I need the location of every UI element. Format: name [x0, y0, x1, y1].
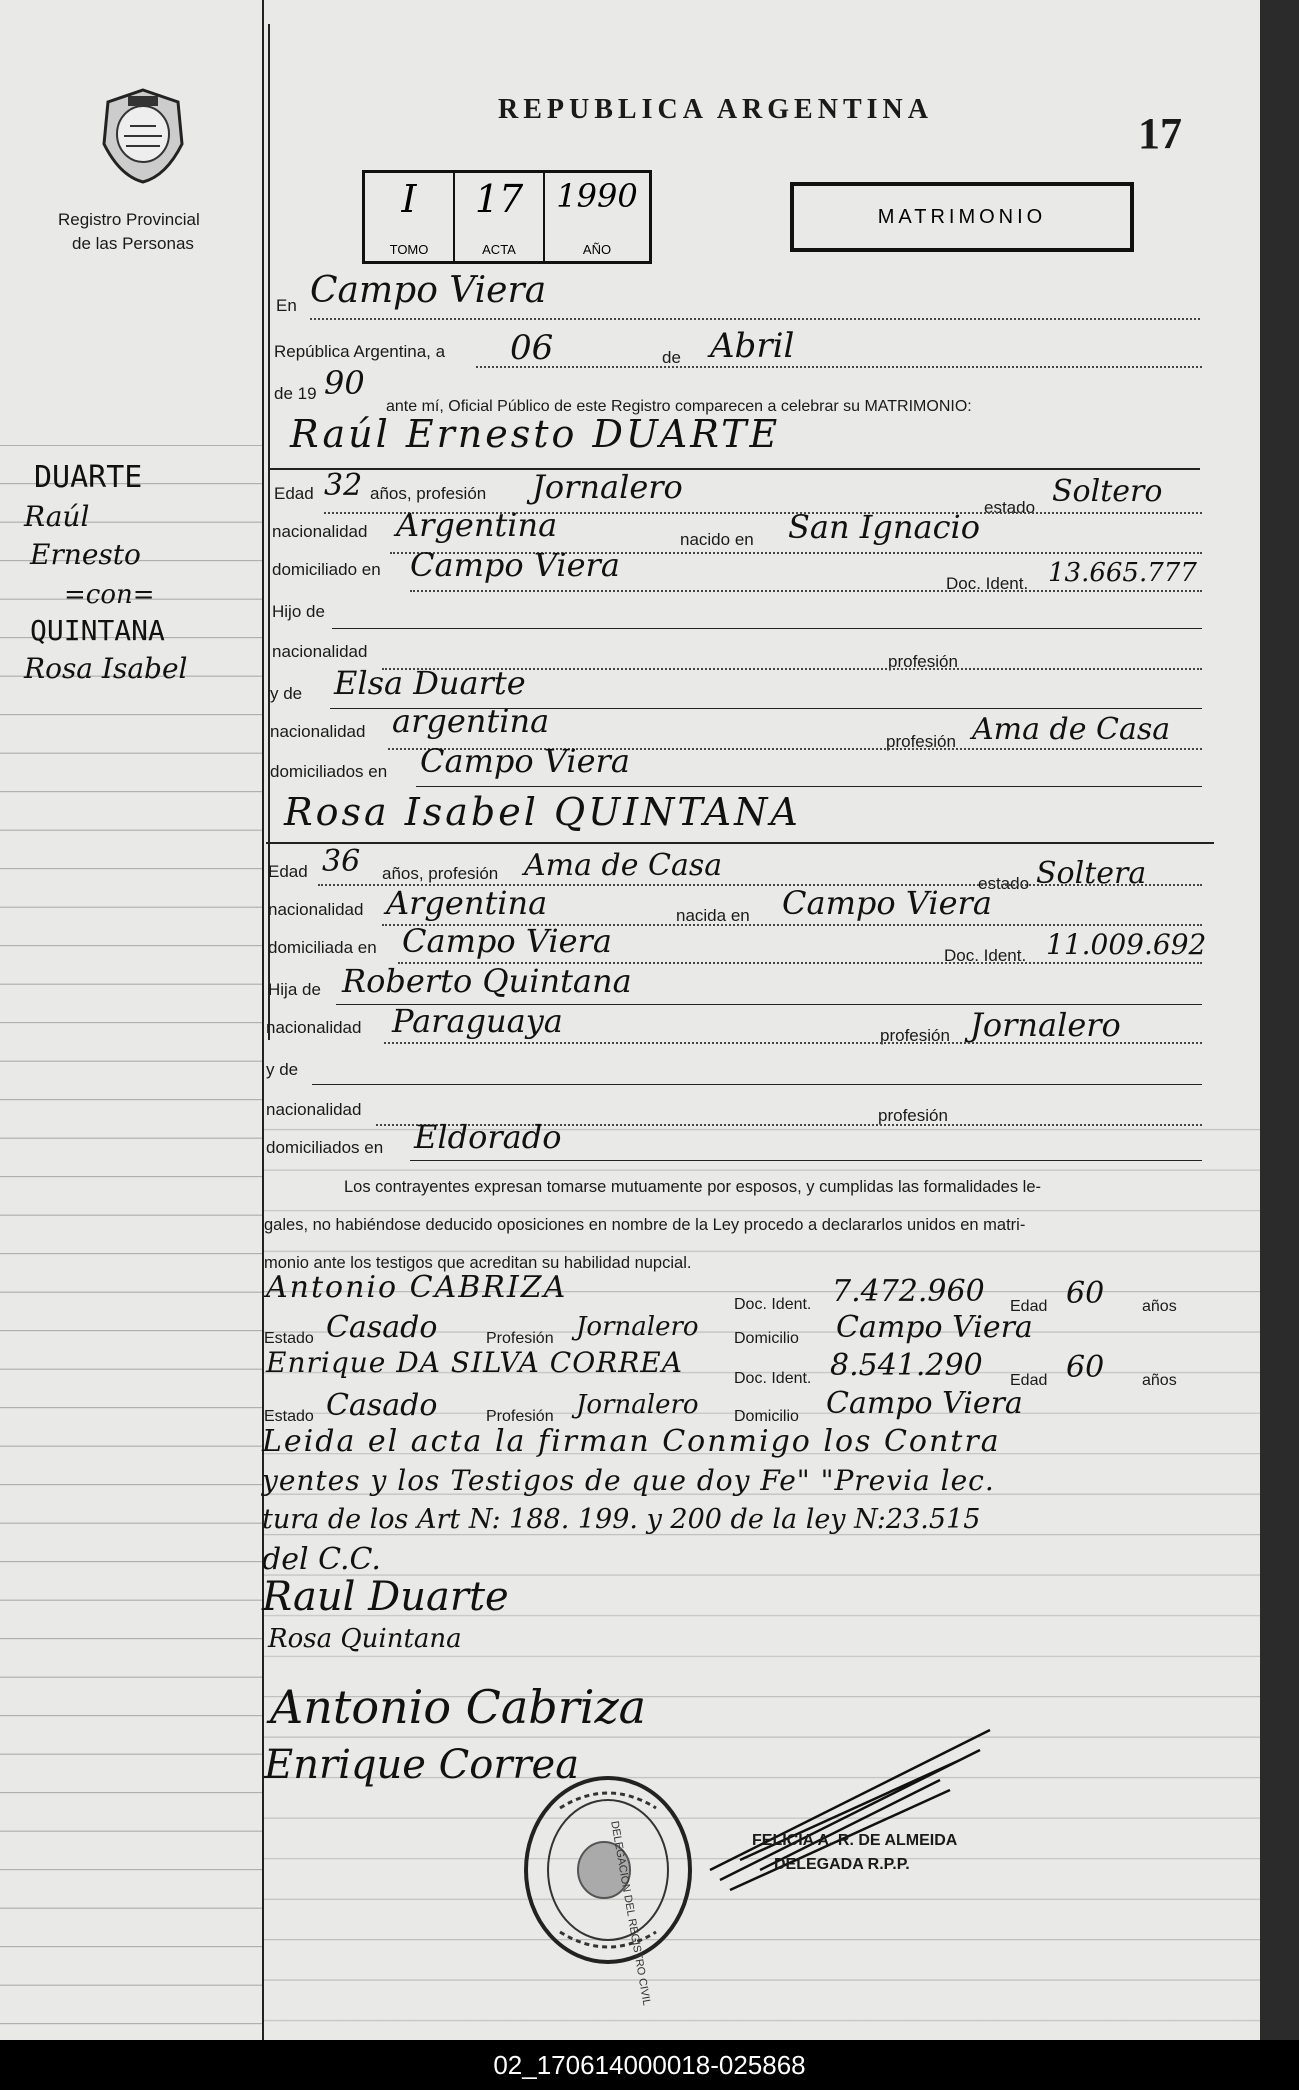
margin-note-firstname: Raúl: [24, 500, 90, 533]
groom-edad-label: Edad: [274, 484, 314, 503]
bride-prof-padre-label: profesión: [880, 1026, 950, 1045]
signature-groom: Raul Duarte: [262, 1574, 509, 1620]
bride-name: Rosa Isabel QUINTANA: [284, 790, 801, 834]
declaration-line3: monio ante los testigos que acreditan su habilidad nupcial.: [264, 1254, 692, 1272]
witness1-edad-label: Edad: [1010, 1298, 1048, 1315]
groom-profesion-label: años, profesión: [370, 484, 487, 503]
margin-note-con: =con=: [64, 580, 155, 610]
page-number: 17: [1138, 109, 1182, 158]
witness1-estado: Casado: [326, 1310, 438, 1345]
witness2-profesion-label: Profesión: [486, 1408, 554, 1425]
bride-profesion: Ama de Casa: [524, 848, 723, 883]
groom-doc-label: Doc. Ident.: [946, 574, 1029, 593]
bride-profesion-label: años, profesión: [382, 864, 499, 883]
official-stamp-icon: [520, 1772, 696, 1968]
page-edge: [1260, 0, 1299, 2040]
declaration-line2: gales, no habiéndose deducido oposiciones en nombre de la Ley procedo a declararlos unidos en matri-: [264, 1216, 1026, 1234]
bride-nac-padre-label: nacionalidad: [266, 1018, 362, 1037]
bride-nacida-en: Campo Viera: [782, 884, 992, 922]
acta-label: ACTA: [482, 242, 516, 257]
bride-estado-label: estado: [978, 874, 1030, 893]
bride-prof-padre: Jornalero: [970, 1006, 1121, 1044]
bride-domiciliados-label: domiciliados en: [266, 1138, 384, 1157]
registry-name-line1: Registro Provincial: [58, 210, 200, 229]
year-suffix-value: 90: [324, 364, 365, 402]
margin-note-middlename: Ernesto: [30, 538, 141, 571]
anio-value: 1990: [556, 177, 638, 215]
bride-doc: 11.009.692: [1046, 928, 1207, 961]
month-value: Abril: [710, 326, 795, 366]
witness2-domicilio: Campo Viera: [826, 1386, 1023, 1421]
witness1-domicilio-label: Domicilio: [734, 1330, 799, 1347]
signature-witness2: Enrique Correa: [264, 1742, 580, 1788]
witness1-edad: 60: [1066, 1276, 1105, 1311]
groom-name: Raúl Ernesto DUARTE: [290, 412, 781, 456]
declaration-line1: Los contrayentes expresan tomarse mutuamente por esposos, y cumplidas las formalidades le-: [344, 1178, 1042, 1196]
groom-doc: 13.665.777: [1048, 558, 1197, 588]
bride-doc-label: Doc. Ident.: [944, 946, 1027, 965]
acta-cell: [455, 173, 545, 261]
signature-bride: Rosa Quintana: [268, 1624, 462, 1654]
groom-prof-madre: Ama de Casa: [972, 712, 1171, 747]
witness1-profesion: Jornalero: [576, 1312, 699, 1342]
closing-note-line3: tura de los Art N: 188. 199. y 200 de la ley N:23.515: [262, 1504, 981, 1535]
witness2-estado-label: Estado: [264, 1408, 314, 1425]
anio-label: AÑO: [582, 242, 612, 257]
margin-note-surname: DUARTE: [34, 460, 143, 495]
tomo-label: TOMO: [389, 242, 429, 257]
witness2-estado: Casado: [326, 1388, 438, 1423]
groom-nac-padre-label: nacionalidad: [272, 642, 368, 661]
republica-label: República Argentina, a: [274, 342, 446, 361]
bride-estado: Soltera: [1036, 856, 1147, 891]
bride-edad: 36: [322, 844, 361, 879]
witness2-name: Enrique DA SILVA CORREA: [266, 1346, 683, 1379]
groom-edad: 32: [324, 468, 363, 503]
year-prefix-label: de 19: [274, 384, 317, 403]
anio-cell: [545, 173, 649, 261]
closing-note-line1: Leida el acta la firman Conmigo los Contra: [262, 1424, 1001, 1459]
witness1-name: Antonio CABRIZA: [266, 1270, 568, 1305]
officer-signature-icon: [700, 1720, 1000, 1920]
groom-estado-label: estado: [984, 498, 1036, 517]
registry-name-line2: de las Personas: [72, 234, 194, 253]
tomo-cell: [365, 173, 455, 261]
groom-nacido-label: nacido en: [680, 530, 754, 549]
provincial-seal-icon: [96, 86, 190, 186]
witness1-estado-label: Estado: [264, 1330, 314, 1347]
bride-padre: Roberto Quintana: [342, 962, 632, 1000]
bride-nac-madre-label: nacionalidad: [266, 1100, 362, 1119]
groom-prof-madre-label: profesión: [886, 732, 956, 751]
bride-nacida-label: nacida en: [676, 906, 750, 925]
witness1-anios-label: años: [1142, 1298, 1177, 1315]
groom-hijo-label: Hijo de: [272, 602, 325, 621]
groom-y-de-label: y de: [270, 684, 303, 703]
bride-domicilio-padres: Eldorado: [414, 1118, 562, 1156]
witness1-doc: 7.472.960: [832, 1274, 985, 1309]
bride-nacionalidad: Argentina: [386, 884, 548, 922]
bride-nacionalidad-label: nacionalidad: [268, 900, 364, 919]
header-title: REPUBLICA ARGENTINA: [498, 94, 933, 125]
groom-profesion: Jornalero: [532, 468, 683, 506]
margin-note-bride-names: Rosa Isabel: [24, 652, 188, 685]
witness1-profesion-label: Profesión: [486, 1330, 554, 1347]
tomo-value: I: [401, 177, 417, 221]
witness1-domicilio: Campo Viera: [836, 1310, 1033, 1345]
groom-domicilio: Campo Viera: [410, 546, 620, 584]
groom-domiciliado-label: domiciliado en: [272, 560, 381, 579]
groom-nac-madre: argentina: [392, 702, 550, 740]
witness2-edad: 60: [1066, 1350, 1105, 1385]
witness1-doc-label: Doc. Ident.: [734, 1296, 812, 1313]
bride-domicilio: Campo Viera: [402, 922, 612, 960]
bride-domiciliada-label: domiciliada en: [268, 938, 377, 957]
groom-nacido-en: San Ignacio: [788, 508, 981, 546]
witness2-anios-label: años: [1142, 1372, 1177, 1389]
place-value: Campo Viera: [310, 270, 547, 311]
witness2-domicilio-label: Domicilio: [734, 1408, 799, 1425]
witness2-doc: 8.541.290: [830, 1348, 983, 1383]
intro-statement: ante mí, Oficial Público de este Registro comparecen a celebrar su MATRIMONIO:: [386, 398, 972, 415]
groom-domiciliados-label: domiciliados en: [270, 762, 388, 781]
signature-witness1: Antonio Cabriza: [270, 1680, 647, 1734]
groom-domicilio-padres: Campo Viera: [420, 742, 630, 780]
bride-edad-label: Edad: [268, 862, 308, 881]
groom-prof-padre-label: profesión: [888, 652, 958, 671]
groom-madre: Elsa Duarte: [334, 664, 526, 702]
bride-y-de-label: y de: [266, 1060, 299, 1079]
stamp-text: DELEGACION DEL REGISTRO CIVIL: [608, 1820, 653, 2007]
closing-note-line4: del C.C.: [262, 1542, 381, 1577]
en-label: En: [276, 296, 297, 315]
bride-prof-madre-label: profesión: [878, 1106, 948, 1125]
witness2-edad-label: Edad: [1010, 1372, 1048, 1389]
image-code-footer: 02_170614000018-025868: [0, 2040, 1299, 2090]
witness2-profesion: Jornalero: [576, 1390, 699, 1420]
witness2-doc-label: Doc. Ident.: [734, 1370, 812, 1387]
bride-hija-label: Hija de: [268, 980, 321, 999]
margin-note-bride-surname: QUINTANA: [30, 614, 165, 647]
acta-value: 17: [474, 177, 524, 221]
groom-estado: Soltero: [1052, 474, 1163, 509]
groom-nacionalidad-label: nacionalidad: [272, 522, 368, 541]
day-value: 06: [510, 328, 554, 368]
document-type-box: MATRIMONIO: [790, 182, 1134, 252]
officer-title: DELEGADA R.P.P.: [774, 1856, 910, 1873]
groom-nac-madre-label: nacionalidad: [270, 722, 366, 741]
de-label: de: [662, 348, 681, 367]
bride-nac-padre: Paraguaya: [392, 1002, 563, 1040]
officer-name: FELICIA A. R. DE ALMEIDA: [752, 1832, 958, 1849]
groom-nacionalidad: Argentina: [396, 506, 558, 544]
acta-reference-box: [362, 170, 652, 264]
closing-note-line2: yentes y los Testigos de que doy Fe" "Previa lec.: [262, 1464, 995, 1497]
